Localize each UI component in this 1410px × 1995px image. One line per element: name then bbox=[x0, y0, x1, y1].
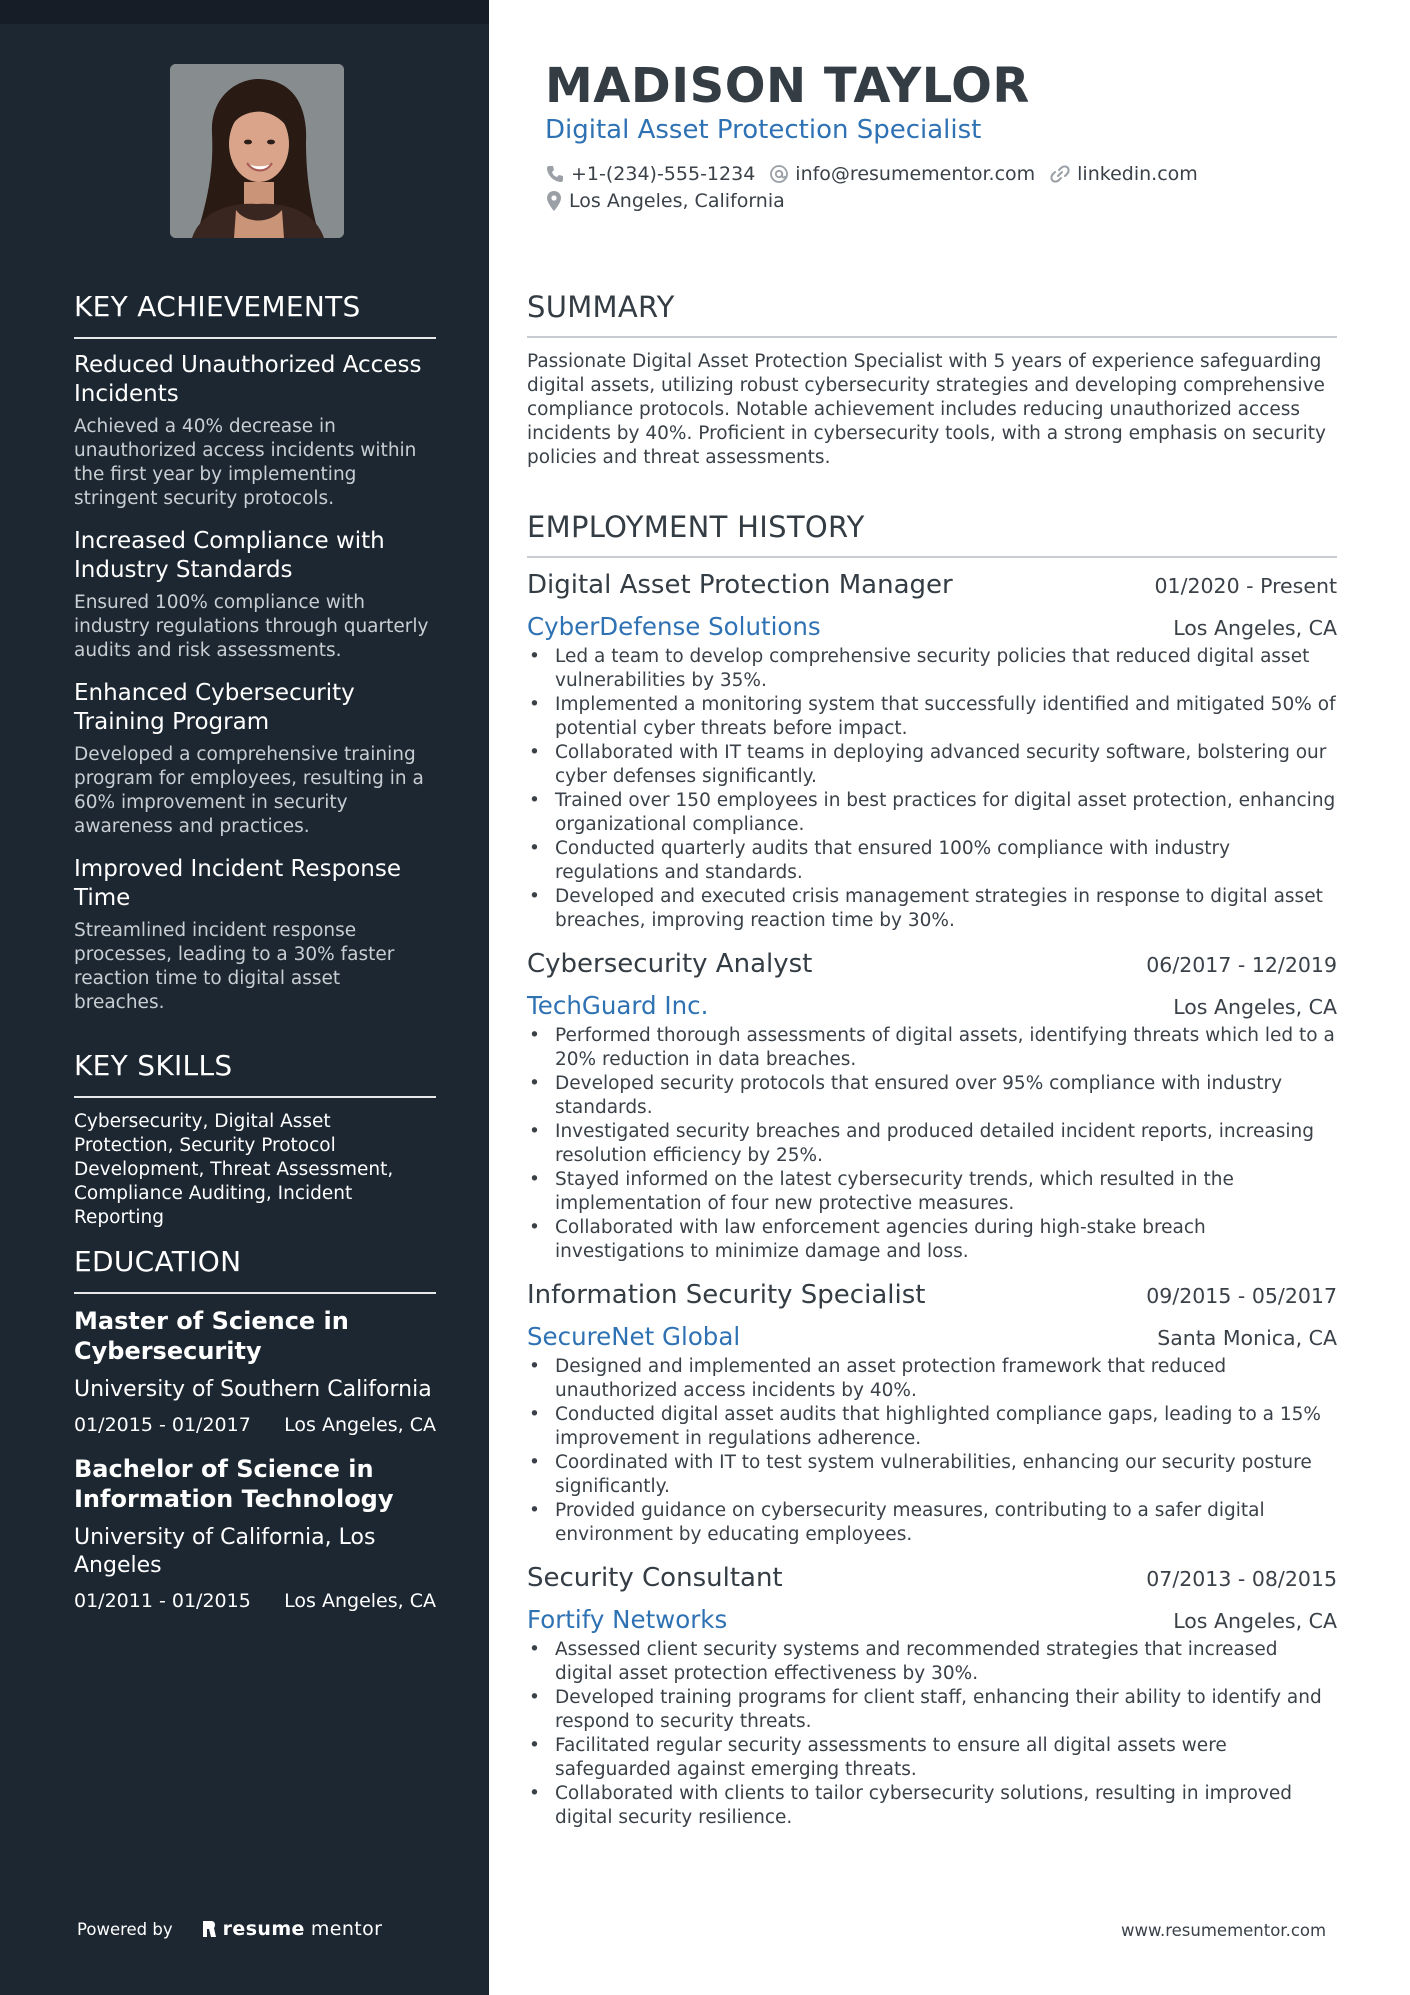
sidebar-top-bar bbox=[0, 0, 489, 24]
contact-location bbox=[545, 190, 785, 212]
phone-text: +1-(234)-555-1234 bbox=[571, 163, 756, 185]
phone-icon bbox=[545, 164, 565, 184]
education-item bbox=[74, 1454, 436, 1612]
job-bullets bbox=[527, 1355, 1337, 1547]
contact-row bbox=[545, 163, 1198, 185]
summary-heading: SUMMARY bbox=[527, 290, 1337, 338]
employment-heading: EMPLOYMENT HISTORY bbox=[527, 510, 1337, 558]
summary-section bbox=[527, 290, 1337, 470]
key-achievements-section bbox=[74, 290, 436, 1031]
education-school: University of Southern California bbox=[74, 1377, 432, 1402]
location-row bbox=[545, 190, 785, 212]
location-text: Los Angeles, California bbox=[569, 190, 785, 212]
achievement-item bbox=[74, 679, 436, 839]
candidate-name: MADISON TAYLOR bbox=[545, 58, 1030, 114]
job-bullet: • Conducted digital asset audits that highlighted compliance gaps, leading to a 15% improvement in regulations adherence. bbox=[527, 1403, 1337, 1451]
achievement-title: Increased Compliance with Industry Standards bbox=[74, 528, 385, 583]
job-location: Los Angeles, CA bbox=[1173, 1609, 1337, 1633]
education-degree: Bachelor of Science in Information Technology bbox=[74, 1455, 394, 1513]
education-item bbox=[74, 1306, 436, 1436]
brand-name-bold: resume bbox=[222, 1918, 305, 1940]
job-entry bbox=[527, 1563, 1337, 1830]
job-dates: 01/2020 - Present bbox=[1154, 574, 1337, 598]
job-bullet: • Collaborated with clients to tailor cybersecurity solutions, resulting in improved digital security resilience. bbox=[527, 1782, 1337, 1830]
contact-phone[interactable] bbox=[545, 163, 755, 185]
job-company: CyberDefense Solutions bbox=[527, 612, 821, 641]
job-bullet: • Assessed client security systems and recommended strategies that increased digital asset protection effectiveness by 30%. bbox=[527, 1638, 1337, 1686]
job-bullet: • Designed and implemented an asset protection framework that reduced unauthorized access incidents by 40%. bbox=[527, 1355, 1337, 1403]
achievement-description: Streamlined incident response processes, leading to a 30% faster reaction time to digital asset breaches. bbox=[74, 920, 395, 1013]
linkedin-text: linkedin.com bbox=[1077, 163, 1198, 185]
job-bullets bbox=[527, 645, 1337, 933]
job-dates: 09/2015 - 05/2017 bbox=[1146, 1284, 1337, 1308]
footer-website-link[interactable]: www.resumementor.com bbox=[1121, 1921, 1327, 1940]
achievement-item bbox=[74, 527, 436, 663]
employment-section bbox=[527, 510, 1337, 1846]
job-bullet: • Performed thorough assessments of digital assets, identifying threats which led to a 20% reduction in data breaches. bbox=[527, 1024, 1337, 1072]
job-title: Information Security Specialist bbox=[527, 1280, 926, 1310]
job-bullet: • Collaborated with law enforcement agencies during high-stake breach investigations to minimize damage and loss. bbox=[527, 1216, 1337, 1264]
job-bullet: • Stayed informed on the latest cybersecurity trends, which resulted in the implementation of four new protective measures. bbox=[527, 1168, 1337, 1216]
key-achievements-heading: KEY ACHIEVEMENTS bbox=[74, 290, 436, 339]
email-text: info@resumementor.com bbox=[795, 163, 1036, 185]
job-entry bbox=[527, 949, 1337, 1264]
brand-logo[interactable] bbox=[201, 1918, 383, 1940]
brand-name-light: mentor bbox=[310, 1918, 383, 1940]
job-bullets bbox=[527, 1024, 1337, 1264]
education-meta bbox=[74, 1414, 436, 1436]
job-bullet: • Collaborated with IT teams in deploying advanced security software, bolstering our cyber defenses significantly. bbox=[527, 741, 1337, 789]
job-location: Los Angeles, CA bbox=[1173, 616, 1337, 640]
job-location: Los Angeles, CA bbox=[1173, 995, 1337, 1019]
education-dates: 01/2015 - 01/2017 bbox=[74, 1414, 251, 1436]
location-pin-icon bbox=[545, 190, 563, 212]
education-school: University of California, Los Angeles bbox=[74, 1525, 376, 1578]
achievement-description: Ensured 100% compliance with industry regulations through quarterly audits and risk assessments. bbox=[74, 592, 429, 661]
achievement-title: Reduced Unauthorized Access Incidents bbox=[74, 352, 422, 407]
job-bullet: • Coordinated with IT to test system vulnerabilities, enhancing our security posture significantly. bbox=[527, 1451, 1337, 1499]
powered-by bbox=[77, 1918, 382, 1940]
job-company: TechGuard Inc. bbox=[527, 991, 709, 1020]
job-title: Digital Asset Protection Manager bbox=[527, 570, 953, 600]
education-heading: EDUCATION bbox=[74, 1245, 436, 1294]
job-bullet: • Implemented a monitoring system that successfully identified and mitigated 50% of potential cyber threats before impact. bbox=[527, 693, 1337, 741]
job-bullet: • Led a team to develop comprehensive security policies that reduced digital asset vulnerabilities by 35%. bbox=[527, 645, 1337, 693]
job-location: Santa Monica, CA bbox=[1157, 1326, 1337, 1350]
achievement-title: Enhanced Cybersecurity Training Program bbox=[74, 680, 355, 735]
sidebar bbox=[0, 0, 489, 1995]
job-bullet: • Provided guidance on cybersecurity measures, contributing to a safer digital environment by educating employees. bbox=[527, 1499, 1337, 1547]
powered-by-label: Powered by bbox=[77, 1919, 173, 1939]
achievement-item bbox=[74, 855, 436, 1015]
skills-list: Cybersecurity, Digital Asset Protection, Security Protocol Development, Threat Assessment, Compliance Auditing, Incident Reporting bbox=[74, 1111, 394, 1228]
job-dates: 07/2013 - 08/2015 bbox=[1146, 1567, 1337, 1591]
job-dates: 06/2017 - 12/2019 bbox=[1146, 953, 1337, 977]
job-entry bbox=[527, 1280, 1337, 1547]
job-entry bbox=[527, 570, 1337, 933]
achievement-item bbox=[74, 351, 436, 511]
key-skills-section bbox=[74, 1049, 436, 1230]
contact-linkedin[interactable] bbox=[1049, 163, 1198, 185]
summary-text: Passionate Digital Asset Protection Specialist with 5 years of experience safeguarding digital assets, utilizing robust cybersecurity strategies and developing comprehensive compliance protocols. Notable achievement includes reducing unauthorized access incidents by 40%. Proficient in cybersecurity tools, with a strong emphasis on security policies and threat assessments. bbox=[527, 351, 1326, 468]
achievement-description: Achieved a 40% decrease in unauthorized access incidents within the first year by implementing stringent security protocols. bbox=[74, 416, 417, 509]
job-bullet: • Developed training programs for client staff, enhancing their ability to identify and respond to security threats. bbox=[527, 1686, 1337, 1734]
job-bullet: • Facilitated regular security assessments to ensure all digital assets were safeguarded against emerging threats. bbox=[527, 1734, 1337, 1782]
education-location: Los Angeles, CA bbox=[284, 1414, 436, 1436]
candidate-title: Digital Asset Protection Specialist bbox=[545, 115, 982, 145]
education-degree: Master of Science in Cybersecurity bbox=[74, 1307, 349, 1365]
job-company: SecureNet Global bbox=[527, 1322, 741, 1351]
resumementor-logo-icon bbox=[201, 1919, 217, 1939]
at-icon bbox=[769, 164, 789, 184]
job-bullet: • Trained over 150 employees in best practices for digital asset protection, enhancing organizational compliance. bbox=[527, 789, 1337, 837]
key-skills-heading: KEY SKILLS bbox=[74, 1049, 436, 1098]
achievement-title: Improved Incident Response Time bbox=[74, 856, 401, 911]
achievement-description: Developed a comprehensive training program for employees, resulting in a 60% improvement in security awareness and practices. bbox=[74, 744, 424, 837]
job-title: Cybersecurity Analyst bbox=[527, 949, 813, 979]
profile-photo bbox=[170, 64, 344, 238]
job-bullet: • Conducted quarterly audits that ensured 100% compliance with industry regulations and standards. bbox=[527, 837, 1337, 885]
job-bullets bbox=[527, 1638, 1337, 1830]
education-meta bbox=[74, 1590, 436, 1612]
job-bullet: • Investigated security breaches and produced detailed incident reports, increasing resolution efficiency by 25%. bbox=[527, 1120, 1337, 1168]
link-icon bbox=[1049, 164, 1071, 184]
job-bullet: • Developed and executed crisis management strategies in response to digital asset breaches, improving reaction time by 30%. bbox=[527, 885, 1337, 933]
contact-email[interactable] bbox=[769, 163, 1035, 185]
job-company: Fortify Networks bbox=[527, 1605, 728, 1634]
job-title: Security Consultant bbox=[527, 1563, 783, 1593]
education-location: Los Angeles, CA bbox=[284, 1590, 436, 1612]
education-dates: 01/2011 - 01/2015 bbox=[74, 1590, 251, 1612]
job-bullet: • Developed security protocols that ensured over 95% compliance with industry standards. bbox=[527, 1072, 1337, 1120]
education-section bbox=[74, 1245, 436, 1630]
